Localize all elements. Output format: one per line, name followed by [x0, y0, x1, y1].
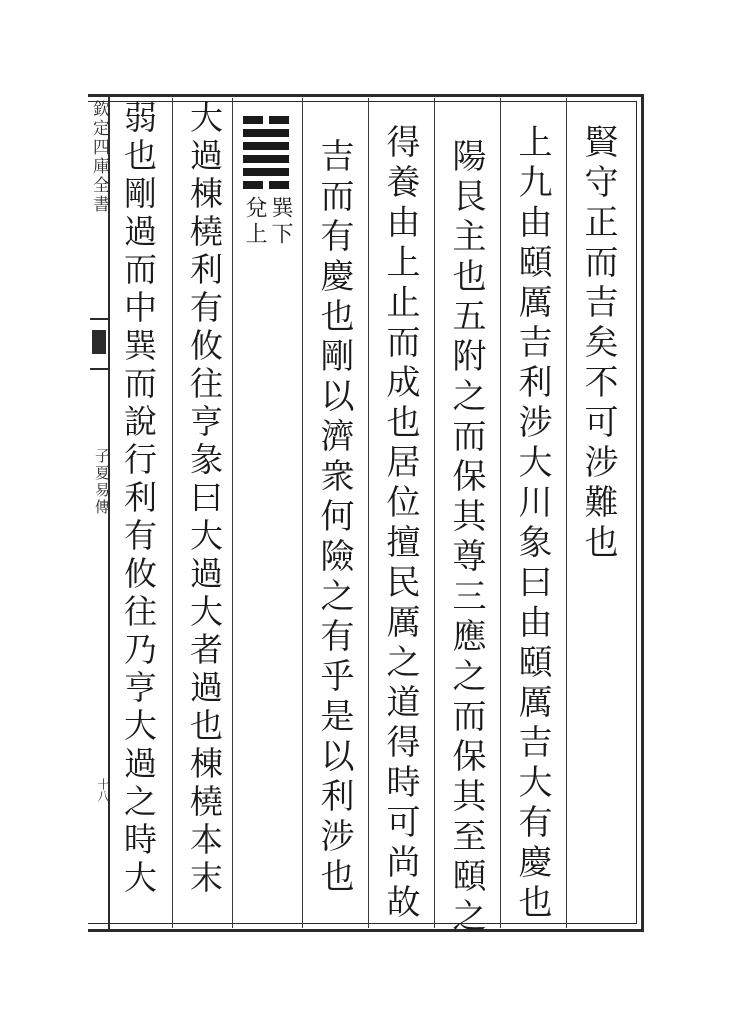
column-rule: [172, 98, 173, 928]
text-column-6: 大過棟橈利有攸往亨彖曰大過大者過也棟橈本末: [185, 100, 224, 898]
column-rule: [566, 98, 567, 928]
column-rule: [500, 98, 501, 928]
text-column-4: 得養由上止而成也居位擅民厲之道得時可尚故: [380, 124, 420, 924]
hexagram-line-solid: [243, 129, 289, 137]
hexagram-line-solid: [243, 168, 289, 176]
page-frame-inner: [88, 101, 637, 924]
upper-trigram-note: 兌上: [242, 196, 267, 248]
column-rule: [434, 98, 435, 928]
hexagram-line-solid: [243, 142, 289, 150]
margin-book-title: 子夏易傳: [93, 448, 111, 516]
column-rule: [368, 98, 369, 928]
hexagram-line-solid: [243, 155, 289, 163]
hexagram-line-broken: [243, 181, 289, 189]
hexagram-line-broken: [243, 116, 289, 124]
margin-book-series-title: 欽定四庫全書: [89, 100, 109, 214]
margin-page-number: 十八: [96, 778, 110, 802]
lower-trigram-note: 巽下: [268, 196, 293, 248]
text-column-7: 弱也剛過而中巽而說行利有攸往乃亨大過之時大: [119, 100, 158, 898]
column-rule: [232, 98, 233, 928]
text-column-2: 上九由頤厲吉利涉大川象曰由頤厲吉大有慶也: [512, 124, 552, 924]
text-column-5: 吉而有慶也剛以濟衆何險之有乎是以利涉也: [314, 138, 354, 898]
hexagram-symbol: [243, 116, 289, 194]
text-column-1: 賢守正而吉矣不可涉難也: [578, 124, 618, 564]
column-rule: [302, 98, 303, 928]
text-column-3: 陽艮主也五附之而保其尊三應之而保其至頤之: [446, 138, 486, 938]
